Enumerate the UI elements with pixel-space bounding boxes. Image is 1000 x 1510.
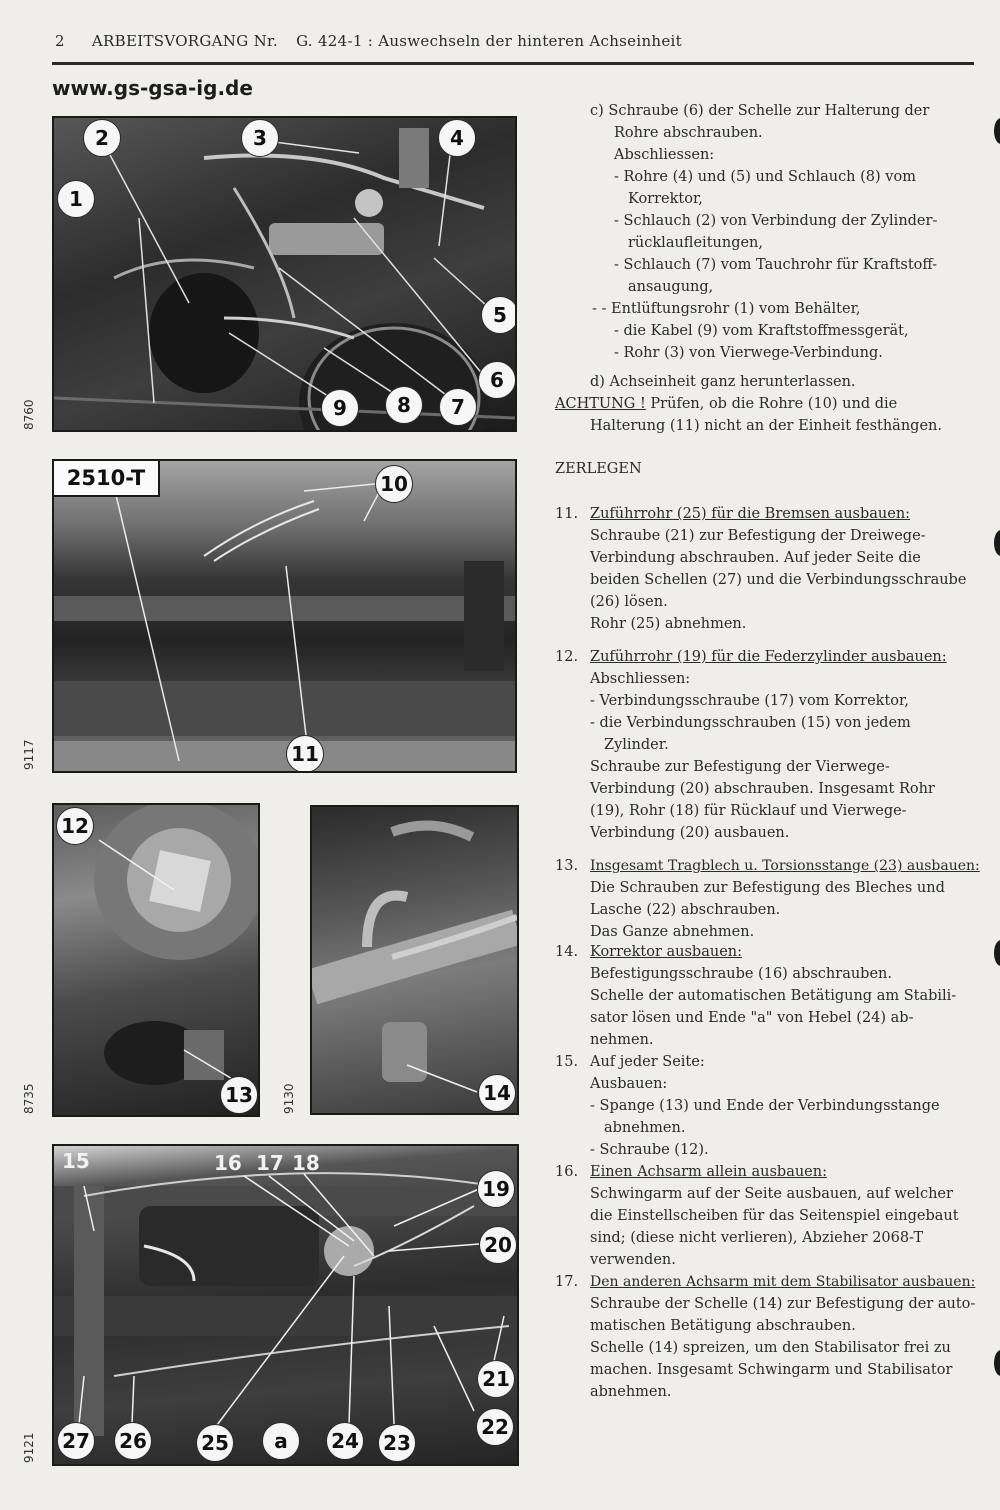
step-title: Korrektor ausbauen: xyxy=(590,944,742,960)
callout-13: 13 xyxy=(220,1076,258,1114)
callout-26: 26 xyxy=(114,1422,152,1460)
step-line: - Verbindungsschraube (17) vom Korrektor, xyxy=(590,693,909,709)
step-number: 16. xyxy=(555,1164,579,1180)
callout-6: 6 xyxy=(478,361,516,399)
step-line: Schraube (21) zur Befestigung der Dreiwege- xyxy=(590,528,926,544)
figure-2-photo xyxy=(52,459,517,773)
step-title: Den anderen Achsarm mit dem Stabilisator ausbauen: xyxy=(590,1274,976,1290)
step-title: Einen Achsarm allein ausbauen: xyxy=(590,1164,827,1180)
callout-24: 24 xyxy=(326,1422,364,1460)
step-line: sind; (diese nicht verlieren), Abzieher 2068-T xyxy=(590,1230,924,1246)
step-line: Verbindung (20) ausbauen. xyxy=(590,825,790,841)
figure-3-number: 8735 xyxy=(22,1083,36,1114)
step-line: - die Verbindungsschrauben (15) von jedem xyxy=(590,715,911,731)
step-line: Ausbauen: xyxy=(590,1076,668,1092)
callout-11: 11 xyxy=(286,735,324,773)
tool-tag-2510t: 2510-T xyxy=(54,461,160,497)
callout-2: 2 xyxy=(83,119,121,157)
step-c-line: c) Schraube (6) der Schelle zur Halterung der xyxy=(590,103,930,119)
step-number: 17. xyxy=(555,1274,579,1290)
step-line: Schelle (14) spreizen, um den Stabilisator frei zu xyxy=(590,1340,951,1356)
step-line: Verbindung (20) abschrauben. Insgesamt Rohr xyxy=(590,781,935,797)
step-line: Schwingarm auf der Seite ausbauen, auf welcher xyxy=(590,1186,953,1202)
step-line: machen. Insgesamt Schwingarm und Stabilisator xyxy=(590,1362,953,1378)
callout-7: 7 xyxy=(439,388,477,426)
step-line: - Schraube (12). xyxy=(590,1142,709,1158)
callout-21: 21 xyxy=(477,1360,515,1398)
step-line: abnehmen. xyxy=(590,1384,672,1400)
step-title: Insgesamt Tragblech u. Torsionsstange (23) ausbauen: xyxy=(590,858,980,874)
step-c-line: - - Entlüftungsrohr (1) vom Behälter, xyxy=(592,301,861,317)
figure-5-illustration xyxy=(54,1146,517,1464)
figure-2-illustration xyxy=(54,461,515,771)
step-line: Zylinder. xyxy=(604,737,669,753)
figure-1-number: 8760 xyxy=(22,399,36,430)
warning-label: ACHTUNG ! xyxy=(555,396,646,412)
callout-12: 12 xyxy=(56,807,94,845)
step-c-line: - Schlauch (7) vom Tauchrohr für Kraftstoff- xyxy=(614,257,938,273)
step-line: matischen Betätigung abschrauben. xyxy=(590,1318,856,1334)
figure-5-photo xyxy=(52,1144,519,1466)
page-header xyxy=(55,32,682,50)
step-line: Das Ganze abnehmen. xyxy=(590,924,755,940)
step-c-line: - Rohr (3) von Vierwege-Verbindung. xyxy=(614,345,883,361)
step-line: sator lösen und Ende "a" von Hebel (24) ab- xyxy=(590,1010,914,1026)
step-line: (19), Rohr (18) für Rücklauf und Vierwege- xyxy=(590,803,907,819)
binder-hole-mark xyxy=(994,940,1000,966)
step-title: Zuführrohr (25) für die Bremsen ausbauen: xyxy=(590,506,911,522)
callout-10: 10 xyxy=(375,465,413,503)
step-line: Rohr (25) abnehmen. xyxy=(590,616,747,632)
step-c-line: - die Kabel (9) vom Kraftstoffmessgerät, xyxy=(614,323,909,339)
step-number: 13. xyxy=(555,858,579,874)
step-line: beiden Schellen (27) und die Verbindungsschraube xyxy=(590,572,967,588)
step-line: abnehmen. xyxy=(604,1120,686,1136)
step-c-line: rücklaufleitungen, xyxy=(628,235,764,251)
step-title: Zuführrohr (19) für die Federzylinder ausbauen: xyxy=(590,649,947,665)
warning-text: Prüfen, ob die Rohre (10) und die xyxy=(650,396,898,412)
step-d-line: d) Achseinheit ganz herunterlassen. xyxy=(590,374,856,390)
step-title: Auf jeder Seite: xyxy=(590,1054,705,1070)
site-watermark[interactable]: www.gs-gsa-ig.de xyxy=(52,76,253,100)
header-rule xyxy=(52,62,974,65)
step-c-line: ansaugung, xyxy=(628,279,714,295)
step-line: Abschliessen: xyxy=(590,671,691,687)
step-line: die Einstellscheiben für das Seitenspiel eingebaut xyxy=(590,1208,959,1224)
step-line: Die Schrauben zur Befestigung des Bleches und xyxy=(590,880,945,896)
step-number: 12. xyxy=(555,649,579,665)
callout-1: 1 xyxy=(57,180,95,218)
figure-4-photo xyxy=(310,805,519,1115)
callout-a: a xyxy=(262,1422,300,1460)
callout-23: 23 xyxy=(378,1424,416,1462)
binder-hole-mark xyxy=(994,1350,1000,1376)
figure-1-photo xyxy=(52,116,517,432)
step-line: Lasche (22) abschrauben. xyxy=(590,902,781,918)
header-title-right: Auswechseln der hinteren Achseinheit xyxy=(378,32,682,50)
figure-3-photo xyxy=(52,803,260,1117)
section-heading-zerlegen: ZERLEGEN xyxy=(555,461,642,477)
step-c-line: Abschliessen: xyxy=(614,147,715,163)
figure-3-illustration xyxy=(54,805,258,1115)
warning-line: Halterung (11) nicht an der Einheit festhängen. xyxy=(590,418,942,434)
callout-27: 27 xyxy=(57,1422,95,1460)
step-number: 14. xyxy=(555,944,579,960)
figure-2-number: 9117 xyxy=(22,739,36,770)
header-title-code: G. 424-1 : xyxy=(296,32,374,50)
warning-line xyxy=(555,393,897,415)
step-line: Schraube der Schelle (14) zur Befestigung der auto- xyxy=(590,1296,976,1312)
callout-14: 14 xyxy=(478,1074,516,1112)
callout-25: 25 xyxy=(196,1424,234,1462)
page-number: 2 xyxy=(55,32,65,50)
step-line: Befestigungsschraube (16) abschrauben. xyxy=(590,966,892,982)
figure-4-illustration xyxy=(312,807,517,1113)
figure-5-number: 9121 xyxy=(22,1432,36,1463)
step-line: (26) lösen. xyxy=(590,594,668,610)
callout-19: 19 xyxy=(477,1170,515,1208)
callout-3: 3 xyxy=(241,119,279,157)
step-number: 11. xyxy=(555,506,579,522)
figure-1-illustration xyxy=(54,118,515,430)
callout-18: 18 xyxy=(292,1151,320,1175)
header-title-left: ARBEITSVORGANG Nr. xyxy=(91,32,278,50)
binder-hole-mark xyxy=(994,118,1000,144)
step-c-line: Rohre abschrauben. xyxy=(614,125,763,141)
step-c-line: - Rohre (4) und (5) und Schlauch (8) vom xyxy=(614,169,916,185)
callout-15: 15 xyxy=(62,1149,90,1173)
callout-5: 5 xyxy=(481,296,517,334)
step-line: verwenden. xyxy=(590,1252,676,1268)
step-line: nehmen. xyxy=(590,1032,654,1048)
step-line: Schelle der automatischen Betätigung am Stabili- xyxy=(590,988,957,1004)
step-c-line: Korrektor, xyxy=(628,191,703,207)
callout-8: 8 xyxy=(385,386,423,424)
callout-16: 16 xyxy=(214,1151,242,1175)
step-c-line: - Schlauch (2) von Verbindung der Zylinder- xyxy=(614,213,938,229)
step-line: - Spange (13) und Ende der Verbindungsstange xyxy=(590,1098,940,1114)
step-line: Schraube zur Befestigung der Vierwege- xyxy=(590,759,890,775)
callout-22: 22 xyxy=(476,1408,514,1446)
callout-9: 9 xyxy=(321,389,359,427)
figure-4-number: 9130 xyxy=(282,1083,296,1114)
step-line: Verbindung abschrauben. Auf jeder Seite die xyxy=(590,550,921,566)
callout-4: 4 xyxy=(438,119,476,157)
callout-20: 20 xyxy=(479,1226,517,1264)
callout-17: 17 xyxy=(256,1151,284,1175)
step-number: 15. xyxy=(555,1054,579,1070)
binder-hole-mark xyxy=(994,530,1000,556)
